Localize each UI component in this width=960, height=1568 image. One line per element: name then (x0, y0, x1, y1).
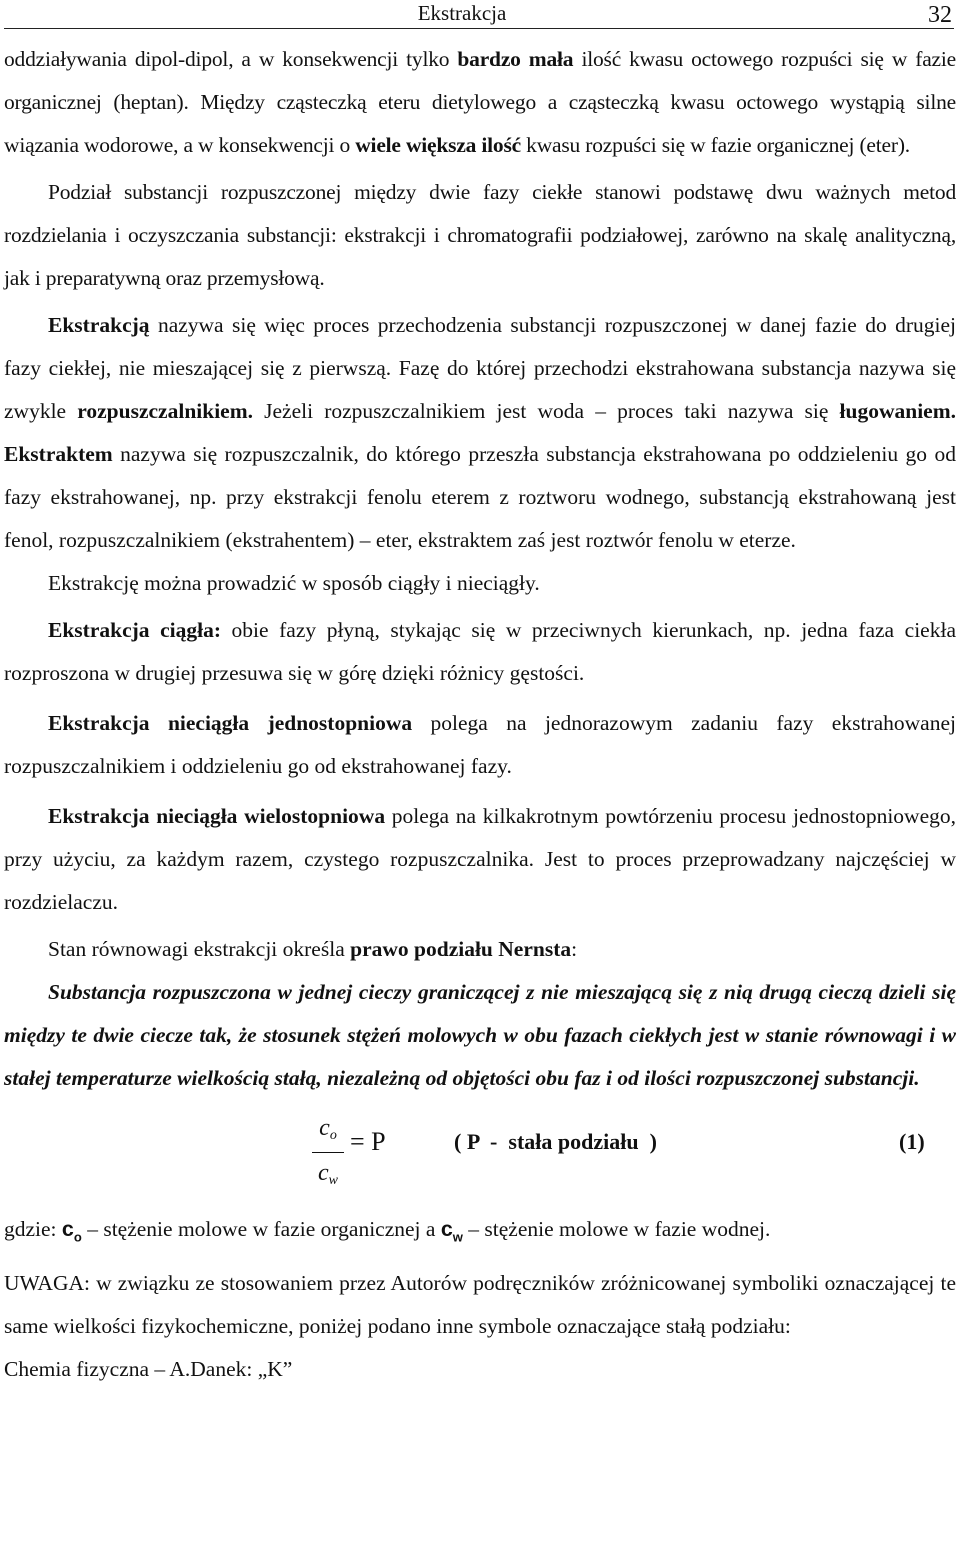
paragraph-extraction-modes: Ekstrakcję można prowadzić w sposób ciągły i nieciągły. (48, 571, 540, 595)
bold-term: Ekstrakcją (48, 313, 150, 337)
text-run: polega na jednorazowym zadaniu fazy ekstrahowanej rozpuszczalnikiem i oddzieleniu go od ekstrahowanej fazy. (4, 711, 956, 778)
bold-term: wiele większa ilość (355, 133, 521, 157)
text-run: obie fazy płyną, stykając się w przeciwnych kierunkach, np. jedna faza ciekła rozproszona w drugiej przesuwa się w górę dzięki różnicy gęstości. (4, 618, 956, 685)
document-body (4, 38, 956, 1391)
text-run: nazywa się więc proces przechodzenia substancji rozpuszczonej w danej fazie do drugiej fazy ciekłej, nie mieszającej się z pierwszą. Fazę do której przechodzi ekstrahowana substancja nazywa się zwykle (4, 313, 956, 423)
text-run: Jeżeli rozpuszczalnikiem jest woda – proces taki nazywa się (253, 399, 840, 423)
symbol-c-w: $c_w$ (440, 1217, 463, 1245)
paragraph-reference-danek: Chemia fizyczna – A.Danek: „K” (4, 1357, 293, 1382)
paragraph-note-symbols: UWAGA: w związku ze stosowaniem przez Autorów podręczników zróżnicowanej symboliki oznaczającej te same wielkości fizykochemiczne, poniżej podano inne symbole oznaczające stałą podziału: (4, 1271, 956, 1339)
text-run: – stężenie molowe w fazie wodnej. (462, 1217, 771, 1241)
text-run: gdzie: (4, 1217, 62, 1241)
header-divider (4, 28, 954, 29)
paragraph-symbol-definitions (4, 1208, 956, 1258)
paragraph-partition-methods: Podział substancji rozpuszczonej między dwie fazy ciekłe stanowi podstawę dwu ważnych metod rozdzielania i oczyszczania substancji: ekstrakcji i chromatografii podziałowej, zarówno na skalę analityczną, jak i preparatywną oraz przemysłową. (4, 180, 956, 290)
bold-term: Ekstrakcja nieciągła wielostopniowa (48, 804, 386, 828)
text-run: polega na kilkakrotnym powtórzeniu procesu jednostopniowego, przy użyciu, za każdym razem, czystego rozpuszczalnika. Jest to proces przeprowadzany najczęściej w rozdzielaczu. (4, 804, 956, 914)
text-run: oddziaływania dipol-dipol, a w konsekwencji tylko (4, 47, 458, 71)
symbol-c-o: $c_o$ (61, 1217, 82, 1245)
bold-term: Ekstrakcja nieciągła jednostopniowa (48, 711, 413, 735)
formula-annotation: ( P - stała podziału ) (454, 1129, 657, 1154)
page-number: 32 (928, 2, 952, 28)
bold-term: bardzo mała (457, 47, 574, 71)
text-run: nazywa się rozpuszczalnik, do którego przeszła substancja ekstrahowana po oddzieleniu go od fazy ekstrahowanej, np. przy ekstrakcji fenolu eterem z roztworu wodnego, substancją ekstrahowaną jest fenol, rozpuszczalnikiem (ekstrahentem) – eter, ekstraktem zaś jest roztwór fenolu w eterze. (4, 442, 956, 552)
fraction-bar (312, 1152, 344, 1153)
text-run: kwasu rozpuści się w fazie organicznej (eter). (521, 133, 910, 157)
running-header-title: Ekstrakcja (417, 1, 507, 25)
text-run: ilość kwasu octowego rozpuści się w fazie organicznej (heptan). Między cząsteczką eteru dietylowego a cząsteczką kwasu octowego wystąpią silne wiązania wodorowe, a w konsekwencji o (4, 47, 957, 157)
concentration-ratio (310, 1112, 346, 1197)
paragraph-nernst-law: Substancja rozpuszczona w jednej cieczy graniczącej z nie mieszającą się z nią drugą cieczą dzieli się między te dwie ciecze tak, że stosunek stężeń molowych w obu fazach ciekłych jest w stanie równowagi i w stałej temperaturze wielkością stałą, niezależną od objętości obu faz i od ilości rozpuszczonej substancji. (4, 980, 956, 1090)
text-run: – stężenie molowe w fazie organicznej a (81, 1217, 441, 1241)
paragraph-continuous-extraction (4, 609, 956, 695)
text-run: : (571, 937, 578, 961)
formula-numerator: $c_o$ (319, 1115, 337, 1143)
bold-term: rozpuszczalnikiem. (77, 399, 254, 423)
paragraph-dipole-interactions (4, 38, 956, 167)
formula-denominator: $c_w$ (318, 1160, 338, 1188)
bold-term: Ekstraktem (4, 442, 113, 466)
paragraph-multi-stage-extraction (4, 795, 956, 924)
bold-term: ługowaniem. (839, 399, 957, 423)
bold-term: prawo podziału Nernsta (350, 937, 572, 961)
bold-term: Ekstrakcja ciągła: (48, 618, 221, 642)
formula-equals: = P (350, 1127, 386, 1156)
paragraph-extraction-definition (4, 304, 956, 562)
paragraph-nernst-intro (4, 928, 956, 971)
nernst-formula (4, 1112, 956, 1208)
paragraph-single-stage-extraction (4, 702, 956, 788)
text-run: Stan równowagi ekstrakcji określa (48, 937, 351, 961)
equation-number: (1) (899, 1129, 925, 1154)
